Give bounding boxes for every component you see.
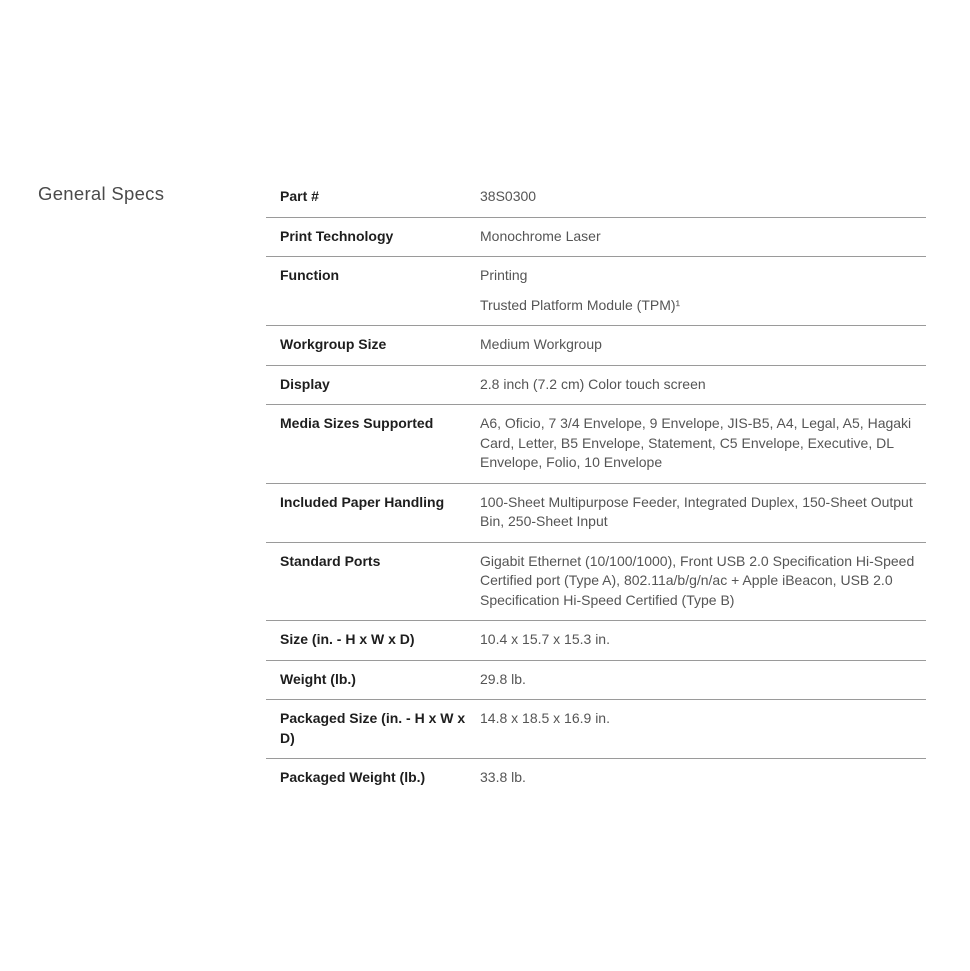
- spec-value-text: 33.8 lb.: [480, 769, 526, 785]
- spec-value-text: Monochrome Laser: [480, 227, 601, 244]
- spec-label: Part #: [280, 188, 319, 204]
- spec-value-text: Trusted Platform Module (TPM)¹: [480, 296, 681, 313]
- spec-row-weight: [266, 661, 926, 701]
- spec-label: Standard Ports: [280, 552, 381, 569]
- spec-row-standard-ports: [266, 543, 926, 622]
- spec-label: Weight (lb.): [280, 670, 356, 687]
- spec-row-print-technology: [266, 218, 926, 258]
- spec-value-text: 2.8 inch (7.2 cm) Color touch screen: [480, 375, 706, 392]
- spec-value: [480, 375, 926, 395]
- spec-value-text: Medium Workgroup: [480, 336, 602, 352]
- spec-value: [480, 493, 926, 532]
- spec-value-text: 10.4 x 15.7 x 15.3 in.: [480, 631, 610, 647]
- spec-value: [480, 552, 926, 611]
- spec-value-text: Printing: [480, 267, 528, 283]
- spec-value: [480, 768, 926, 788]
- spec-label: Media Sizes Supported: [280, 415, 434, 431]
- spec-value-text: A6, Oficio, 7 3/4 Envelope, 9 Envelope, JIS-B5, A4, Legal, A5, Hagaki Card, Letter, B5 Envelope, Statement, C5 Envelope, Executive, DL Envelope, Folio, 10 Envelope: [480, 415, 912, 470]
- spec-label: Packaged Size (in. - H x W x D): [280, 710, 466, 746]
- spec-label: Display: [280, 375, 330, 392]
- spec-row-media-sizes: [266, 405, 926, 484]
- spec-value: [480, 709, 926, 729]
- spec-value-text: 29.8 lb.: [480, 670, 526, 687]
- spec-row-part-number: [266, 178, 926, 218]
- spec-value: [480, 187, 926, 207]
- spec-label: Function: [280, 267, 340, 283]
- spec-value: [480, 630, 926, 650]
- spec-row-workgroup-size: [266, 326, 926, 366]
- spec-value-text: 38S0300: [480, 188, 537, 204]
- spec-value: [480, 414, 926, 473]
- spec-row-display: [266, 366, 926, 406]
- spec-value: [480, 227, 926, 247]
- spec-value: [480, 266, 926, 315]
- spec-value: [480, 670, 926, 690]
- spec-table: [266, 178, 926, 798]
- spec-value-text: Gigabit Ethernet (10/100/1000), Front USB 2.0 Specification Hi-Speed Certified port (Type A), 802.11a/b/g/n/ac + Apple iBeacon, USB 2.0 Specification Hi-Speed Certified (Type B): [480, 552, 915, 608]
- spec-label: Print Technology: [280, 227, 394, 244]
- section-heading: General Specs: [38, 183, 165, 204]
- spec-row-size: [266, 621, 926, 661]
- spec-value: [480, 335, 926, 355]
- spec-row-packaged-weight: [266, 759, 926, 798]
- spec-row-paper-handling: [266, 484, 926, 543]
- spec-label: Size (in. - H x W x D): [280, 631, 415, 647]
- spec-value-text: 100-Sheet Multipurpose Feeder, Integrated Duplex, 150-Sheet Output Bin, 250-Sheet Input: [480, 493, 913, 529]
- spec-value-text: 14.8 x 18.5 x 16.9 in.: [480, 710, 610, 726]
- spec-label: Included Paper Handling: [280, 493, 445, 510]
- spec-row-packaged-size: [266, 700, 926, 759]
- spec-label: Workgroup Size: [280, 336, 387, 352]
- spec-row-function: [266, 257, 926, 326]
- spec-label: Packaged Weight (lb.): [280, 769, 426, 785]
